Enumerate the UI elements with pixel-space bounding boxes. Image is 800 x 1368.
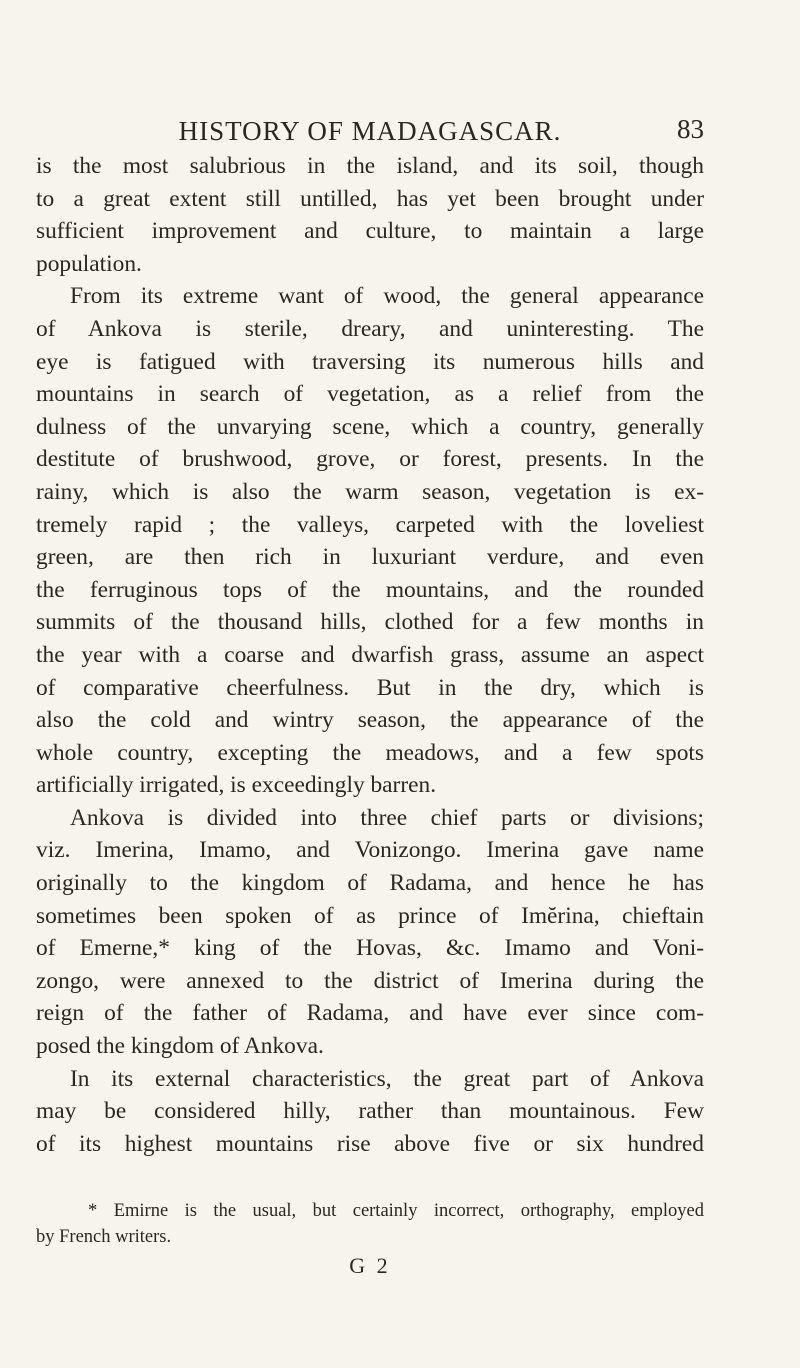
text-line: From its extreme want of wood, the general appearance	[70, 283, 704, 310]
text-line: mountains in search of vegetation, as a relief from the	[36, 381, 704, 408]
text-line: Ankova is divided into three chief parts or divisions;	[70, 804, 704, 831]
text-line: tremely rapid ; the valleys, carpeted with the loveliest	[36, 511, 704, 538]
text-line: to a great extent still untilled, has yet been brought under	[36, 185, 704, 212]
text-line: the year with a coarse and dwarfish grass, assume an aspect	[36, 641, 704, 668]
footnote	[36, 1198, 704, 1250]
text-line: dulness of the unvarying scene, which a country, generally	[36, 413, 704, 440]
running-title: HISTORY OF MADAGASCAR.	[178, 116, 562, 146]
text-line: sometimes been spoken of as prince of Imĕrina, chieftain	[36, 902, 704, 929]
text-line: zongo, were annexed to the district of Imerina during the	[36, 967, 704, 994]
text-line: also the cold and wintry season, the appearance of the	[36, 707, 704, 734]
text-line: posed the kingdom of Ankova.	[36, 1033, 324, 1060]
text-line: of Emerne,* king of the Hovas, &c. Imamo and Voni-	[36, 935, 704, 962]
text-line: rainy, which is also the warm season, vegetation is ex-	[36, 478, 704, 505]
text-line: of comparative cheerfulness. But in the dry, which is	[36, 674, 704, 701]
text-line: is the most salubrious in the island, and its soil, though	[36, 153, 704, 179]
text-line: of Ankova is sterile, dreary, and uninteresting. The	[36, 315, 704, 342]
page-number: 83	[677, 114, 704, 144]
signature-mark: G 2	[349, 1253, 391, 1278]
text-line: eye is fatigued with traversing its numerous hills and	[36, 348, 704, 375]
text-line: may be considered hilly, rather than mountainous. Few	[36, 1098, 704, 1125]
text-line: destitute of brushwood, grove, or forest, presents. In the	[36, 446, 704, 473]
text-line: viz. Imerina, Imamo, and Vonizongo. Imerina gave name	[36, 837, 704, 864]
text-line: sufficient improvement and culture, to maintain a large	[36, 218, 704, 245]
text-line: summits of the thousand hills, clothed for a few months in	[36, 609, 704, 636]
text-line: artificially irrigated, is exceedingly barren.	[36, 772, 437, 799]
footnote-line: * Emirne is the usual, but certainly incorrect, orthography, employed	[88, 1201, 704, 1221]
page-header	[36, 112, 704, 152]
text-line: whole country, excepting the meadows, and a few spots	[36, 739, 704, 766]
text-line: originally to the kingdom of Radama, and hence he has	[36, 870, 704, 897]
footnote-line: by French writers.	[36, 1227, 172, 1247]
text-line: of its highest mountains rise above five or six hundred	[36, 1130, 704, 1157]
text-line: reign of the father of Radama, and have ever since com-	[36, 1000, 704, 1027]
text-line: green, are then rich in luxuriant verdure, and even	[36, 544, 704, 571]
text-line: population.	[36, 250, 142, 277]
body-text	[36, 150, 704, 1160]
text-line: In its external characteristics, the great part of Ankova	[70, 1065, 704, 1092]
text-line: the ferruginous tops of the mountains, and the rounded	[36, 576, 704, 603]
